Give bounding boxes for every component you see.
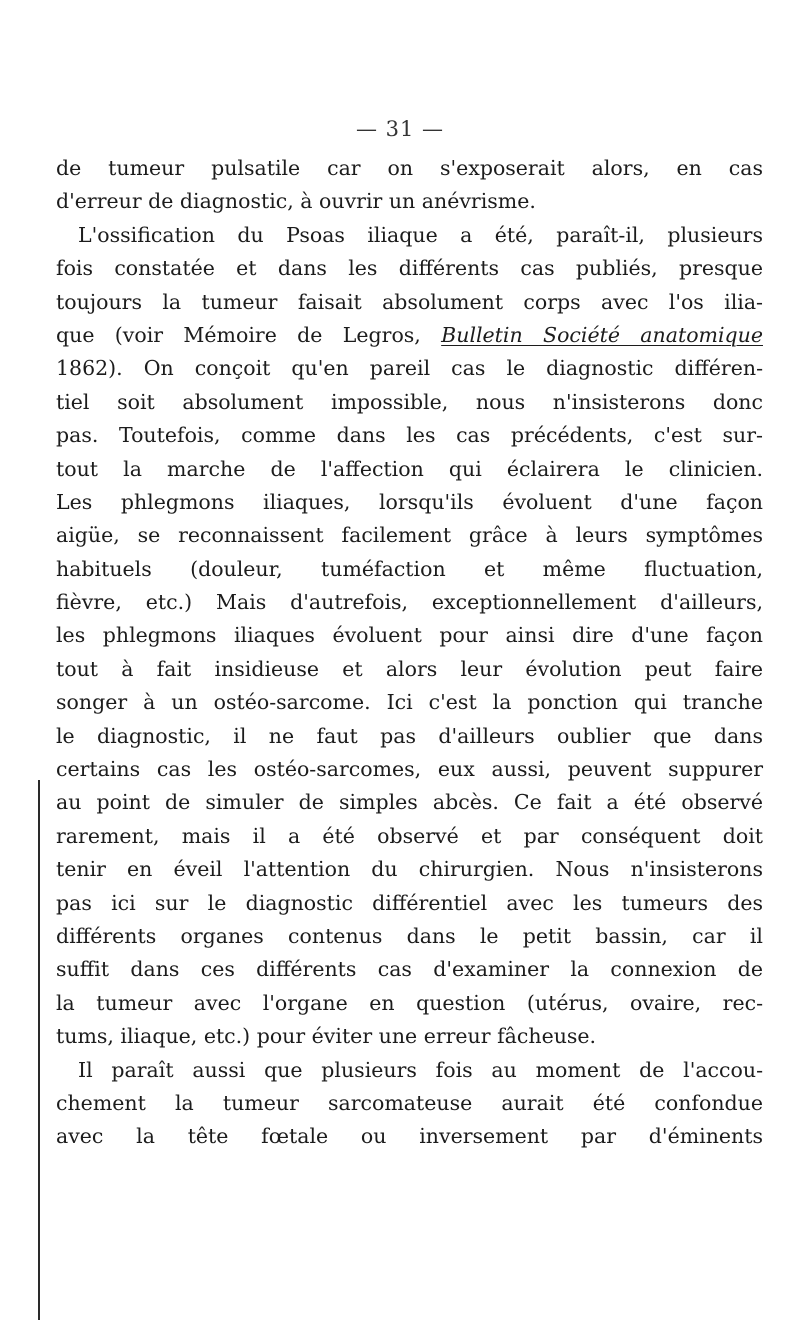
text-line: songer à un ostéo-sarcome. Ici c'est la ponction qui tranche — [56, 690, 763, 715]
text-segment: que (voir Mémoire de Legros, — [56, 322, 442, 347]
text-line: certains cas les ostéo-sarcomes, eux aussi, peuvent suppurer — [56, 757, 763, 782]
text-line: tout à fait insidieuse et alors leur évolution peut faire — [56, 656, 763, 681]
text-line: tenir en éveil l'attention du chirurgien. Nous n'insisterons — [56, 857, 763, 882]
margin-binding-line — [38, 780, 40, 1320]
text-line: tout la marche de l'affection qui éclairera le clinicien. — [56, 456, 763, 481]
text-line: chement la tumeur sarcomateuse aurait été confondue — [56, 1090, 763, 1115]
page-number: — 31 — — [355, 117, 445, 141]
text-line: d'erreur de diagnostic, à ouvrir un anévrisme. — [56, 189, 536, 214]
text-line: le diagnostic, il ne faut pas d'ailleurs oublier que dans — [56, 723, 763, 748]
text-line — [56, 319, 763, 352]
text-line: Les phlegmons iliaques, lorsqu'ils évoluent d'une façon — [56, 489, 763, 514]
text-line: L'ossification du Psoas iliaque a été, paraît-il, plusieurs — [78, 222, 763, 247]
text-line: aigüe, se reconnaissent facilement grâce à leurs symptômes — [56, 523, 763, 548]
text-line: les phlegmons iliaques évoluent pour ainsi dire d'une façon — [56, 623, 763, 648]
text-line: tiel soit absolument impossible, nous n'insisterons donc — [56, 389, 763, 414]
text-line: habituels (douleur, tuméfaction et même fluctuation, — [56, 556, 763, 581]
text-line: Il paraît aussi que plusieurs fois au moment de l'accou- — [78, 1057, 763, 1082]
text-line: fièvre, etc.) Mais d'autrefois, exceptionnellement d'ailleurs, — [56, 590, 763, 615]
text-line: pas. Toutefois, comme dans les cas précédents, c'est sur- — [56, 423, 763, 448]
text-line: pas ici sur le diagnostic différentiel avec les tumeurs des — [56, 890, 763, 915]
text-line: suffit dans ces différents cas d'examiner la connexion de — [56, 957, 763, 982]
text-line: la tumeur avec l'organe en question (utérus, ovaire, rec- — [56, 990, 763, 1015]
journal-title: Bulletin Société anatomique — [441, 322, 763, 347]
text-line: différents organes contenus dans le petit bassin, car il — [56, 923, 763, 948]
text-line: avec la tête fœtale ou inversement par d'éminents — [56, 1124, 763, 1149]
text-line: de tumeur pulsatile car on s'exposerait alors, en cas — [56, 156, 763, 180]
text-line: 1862). On conçoit qu'en pareil cas le diagnostic différen- — [56, 356, 763, 381]
text-line: toujours la tumeur faisait absolument corps avec l'os ilia- — [56, 289, 763, 314]
text-line: au point de simuler de simples abcès. Ce fait a été observé — [56, 790, 763, 815]
body-text — [56, 152, 763, 1154]
text-line: rarement, mais il a été observé et par conséquent doit — [56, 823, 763, 848]
text-line: tums, iliaque, etc.) pour éviter une erreur fâcheuse. — [56, 1024, 597, 1049]
text-line: fois constatée et dans les différents cas publiés, presque — [56, 256, 763, 281]
